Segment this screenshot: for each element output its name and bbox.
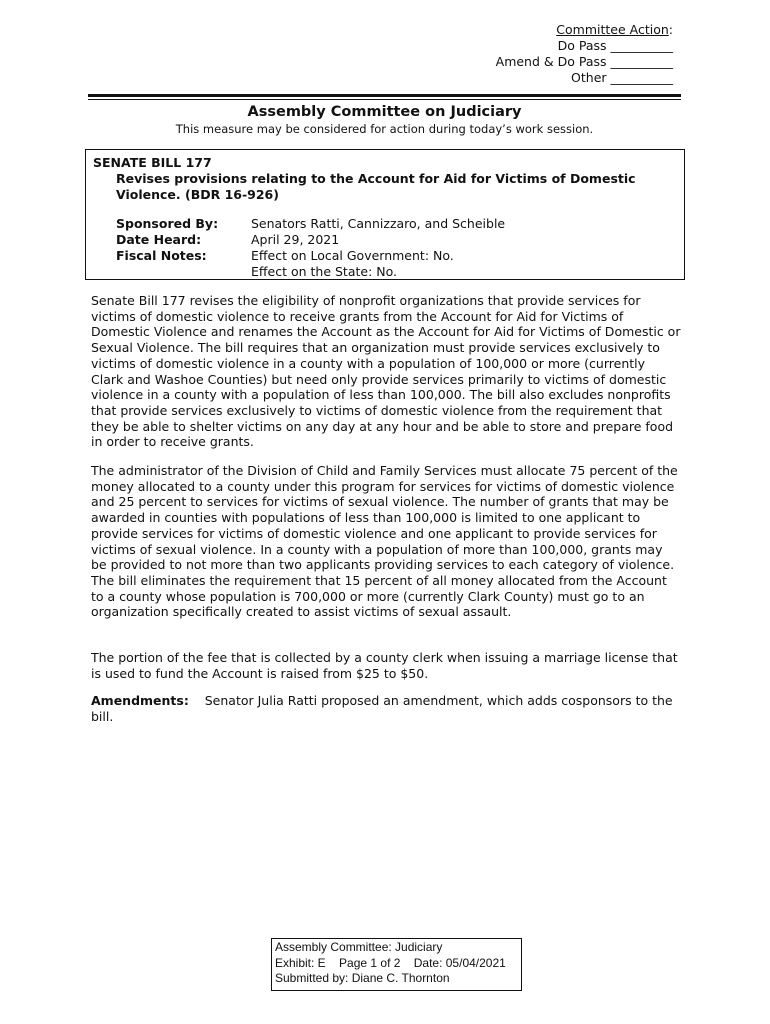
amendments-text: Senator Julia Ratti proposed an amendment, which adds cosponsors to the bill. — [91, 693, 673, 724]
date-heard-label: Date Heard: — [116, 232, 202, 247]
bill-summary-box — [85, 149, 685, 280]
bill-facts — [116, 216, 505, 280]
date-heard-value: April 29, 2021 — [251, 232, 340, 247]
do-pass-line: Do Pass __________ — [557, 38, 673, 53]
summary-paragraph-3: The portion of the fee that is collected by a county clerk when issuing a marriage license that is used to fund the Account is raised from $25 to $50. — [91, 650, 678, 681]
sponsored-by-value: Senators Ratti, Cannizzaro, and Scheible — [251, 216, 506, 231]
sponsored-by-row — [116, 216, 505, 232]
page-title: Assembly Committee on Judiciary — [247, 104, 522, 120]
exhibit-line-2: Exhibit: E Page 1 of 2 Date: 05/04/2021 — [275, 955, 506, 970]
committee-action-heading — [496, 22, 673, 38]
page-subtitle: This measure may be considered for action during today’s work session. — [175, 122, 594, 136]
summary-paragraph-2: The administrator of the Division of Child and Family Services must allocate 75 percent of the money allocated to a county under this program for services for victims of domestic violence and 25 percent to services for victims of sexual violence. The number of grants that may be awarded in counties with populations of less than 100,000 is limited to one applicant to provide services for victims of domestic violence and one applicant to provide services for victims of sexual violence. In a county with a population of more than 100,000, grants may be provided to not more than two applicants providing services to each category of violence. The bill eliminates the requirement that 15 percent of all money allocated from the Account to a county whose population is 700,000 or more (currently Clark County) must go to an organization specifically created to assist victims of sexual assault. — [91, 463, 678, 620]
header-rule-thick — [88, 94, 681, 97]
fiscal-notes-row — [116, 248, 505, 264]
fiscal-local-value: Effect on Local Government: No. — [251, 248, 454, 263]
amendments-paragraph — [91, 693, 681, 724]
committee-action-label: Committee Action — [556, 22, 669, 37]
bill-description-line-1: Revises provisions relating to the Account for Aid for Victims of Domestic — [116, 171, 636, 186]
bill-description-line-2: Violence. (BDR 16-926) — [116, 187, 279, 202]
committee-action-block — [496, 22, 673, 86]
fiscal-spacer — [116, 264, 251, 280]
bill-number: SENATE BILL 177 — [93, 155, 212, 170]
summary-paragraph-1: Senate Bill 177 revises the eligibility of nonprofit organizations that provide services for victims of domestic violence to receive grants from the Account for Aid for Victims of Domestic Violence and renames the Account as the Account for Aid for Victims of Domestic or Sexual Violence. The bill requires that an organization must provide services exclusively to victims of domestic violence in a county with a population of 100,000 or more (currently Clark and Washoe Counties) but need only provide services primarily to victims of domestic violence in a county with a population of less than 100,000. The bill also excludes nonprofits that provide services exclusively to victims of domestic violence from the requirement that they be able to shelter victims on any day at any hour and be able to store and prepare food in order to receive grants. — [91, 293, 681, 450]
exhibit-stamp — [271, 938, 522, 991]
header-rule-thin — [88, 99, 681, 100]
date-heard-row — [116, 232, 505, 248]
committee-action-colon: : — [668, 22, 673, 37]
fiscal-state-value: Effect on the State: No. — [251, 264, 398, 279]
exhibit-line-1: Assembly Committee: Judiciary — [275, 940, 443, 954]
amend-do-pass-line: Amend & Do Pass __________ — [495, 54, 673, 69]
exhibit-line-3: Submitted by: Diane C. Thornton — [275, 971, 450, 986]
fiscal-state-row — [116, 264, 505, 280]
fiscal-notes-label: Fiscal Notes: — [116, 248, 207, 263]
sponsored-by-label: Sponsored By: — [116, 216, 219, 231]
other-line: Other __________ — [571, 70, 673, 85]
amendments-label: Amendments: — [91, 693, 189, 708]
bill-description — [116, 171, 666, 203]
